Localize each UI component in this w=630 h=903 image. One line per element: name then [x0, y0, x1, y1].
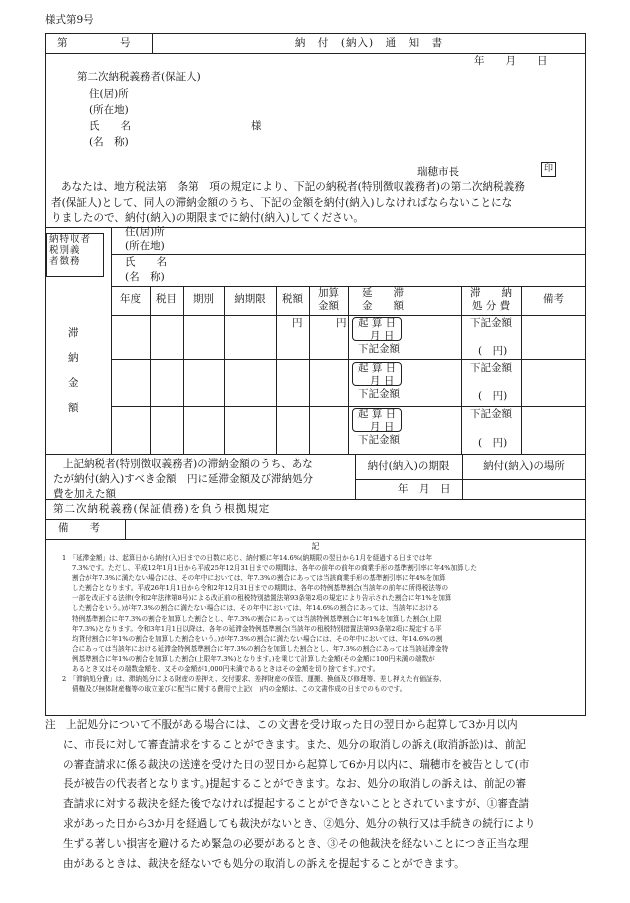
col-remarks: 備考 [543, 293, 564, 305]
intro-paragraph [51, 180, 525, 227]
place-label: 納付(納入)の場所 [483, 460, 565, 472]
disposal-row-2: 下記金額 [470, 362, 512, 374]
intro-line-2: 者(保証人)として、同人の滞納金額のうち、下記の金額を納付(納入)しなければならないことにな [51, 196, 513, 209]
basis-label: 第二次納税義務(保証債務)を負う根拠規定 [53, 503, 271, 515]
footer-note: 注 上記処分について不服がある場合には、この文書を受け取った日の翌日から起算して3か月以内 に、市長に対して審査請求をすることができます。また、処分の取消しの訴え(取消訴訟)は、前記 の審査請求に係る裁決の送達を受けた日の翌日から起算して6か月以内に、瑞穂市を被告として(市 長が被告の代表者となります。)提起することができます。なお、処分の取消しの訴えは、前記の審 査請求に対する裁決を経た後でなければ提起することができないこととされていますが、①審査請 求があった日から3か月を経過しても裁決がないとき、②処分、処分の執行又は手続きの続行により 生ずる著しい損害を避けるため緊急の必要があるとき、③その他裁決を経ないことにつき正当な理 由があるときは、裁決を経ないでも処分の取消しの訴えを提起することができます。 [45, 719, 536, 870]
notes-block: 1 「延滞金額」は、起算日から納付(入)日までの日数に応じ、納付額に年14.6%(納期限の翌日から1月を経過する日までは年 7.3%です。ただし、平成12年1月1日から平成25年12月31日までの期間は、各年の前年の前年の商業手形の基準割引率に年4%加算した 割合が年7.3%に満たない場合には、その年中においては、年7.3%の割合にあっては当該商業手形の基準割引率に年4%を加算 した割合となります。平成26年1月1日から令和2年12月31日までの期間は、各年の特例基準割合(当該年の前年に所得税法等の 一部を改正する法律(令和2年法律第8号)による改正前の租税特別措置法第93条第2項の規定により告示された割合に年1%を加算 した割合をいう。)が年7.3%の割合に満たない場合には、その年中においては、年14.6%の割合にあっては、当該年における 特例基準割合に年7.3%の割合を加算した割合とし、年7.3%の割合にあっては当該特例基準割合に年1%を加算した割合(上限 年7.3%)となります。令和3年1月1日以降は、各年の延滞金特例基準割合(当該年の租税特別措置法第93条第2項に規定する平 均貸付割合に年1%の割合を加算した割合をいう。)が年7.3%の割合に満たない場合には、その年中においては、年14.6%の割 合にあっては当該年における延滞金特例基準割合に年7.3%の割合を加算した割合とし、年7.3%の割合にあっては当該延滞金特 例基準割合に年1%の割合を加算した割合(上限年7.3%)となります。)を乗じて計算した金額(その金額に100円未満の端数が あるとき又はその端数金額を、又その金額が1,000円未満であるときはその金額を切り捨てます。)です。 2 「滞納処分費」は、滞納処分による財産の差押え、交付要求、差押財産の保管、運搬、換価及び修理等、差し押えた有価証券、 債権及び無体財産権等の取立並びに配当に関する費用で上記( )内の金額は、この文書作成の日までのものです。 [62, 554, 477, 694]
disposal-row-3: 下記金額 [470, 408, 512, 420]
deadline-label: 納付(納入)の期限 [367, 460, 450, 472]
unit-yen-amount: 円 [292, 317, 303, 329]
col-period: 期別 [193, 293, 214, 305]
addressee-location-label: (所在地) [89, 104, 129, 116]
col-surcharge: 加算 金額 [318, 287, 339, 312]
calc-row-3: 起 算 日 月 日 下記金額 [358, 408, 400, 446]
addressee-address-label: 住(居)所 [89, 88, 129, 100]
taxpayer-location-label: (所在地) [125, 240, 165, 252]
document-title: 納 付 (納入) 通 知 書 [294, 37, 444, 49]
issuer-name: 瑞穂市長 [417, 166, 459, 178]
number-label: 第 号 [57, 37, 131, 49]
col-year: 年度 [120, 293, 141, 305]
col-disposal: 滞 納 処 分 費 [470, 287, 512, 312]
honorific: 様 [251, 120, 262, 132]
col-amount: 税額 [282, 293, 303, 305]
date-line: 年 月 日 [474, 55, 548, 67]
taxpayer-name-label: 氏 名 [125, 256, 167, 268]
col-delinquency: 延 滞 金 額 [362, 287, 404, 312]
taxpayer-address-label: 住(居)所 [125, 226, 165, 238]
addressee-name-label: 氏 名 [89, 120, 131, 132]
intro-line-3: りましたので、納付(納入)の期限までに納付(納入)してください。 [51, 212, 364, 224]
disposal-yen-row-1: ( 円) [478, 345, 508, 357]
calc-row-2: 起 算 日 月 日 下記金額 [358, 362, 400, 400]
notes-title: 記 [311, 542, 320, 551]
col-tax: 税目 [156, 293, 177, 305]
unit-yen-surcharge: 円 [336, 317, 347, 329]
remarks-label: 備 考 [58, 522, 100, 534]
addressee-title-label: (名 称) [89, 136, 129, 148]
disposal-yen-row-2: ( 円) [478, 390, 508, 402]
seal-box: 印 [541, 162, 556, 177]
calc-row-1: 起 算 日 月 日 下記金額 [358, 317, 400, 355]
col-due: 納期限 [234, 293, 266, 305]
arrears-side-label: 滞 納 金 額 [68, 327, 79, 414]
deadline-date: 年 月 日 [398, 483, 451, 495]
intro-line-1: あなたは、地方税法第 条第 項の規定により、下記の納税者(特別徴収義務者)の第二次納税義務 [61, 181, 525, 193]
form-number: 様式第9号 [45, 14, 94, 26]
disposal-row-1: 下記金額 [470, 317, 512, 329]
taxpayer-label: 納特収者 税別義 者徴務 [49, 234, 92, 267]
addressee-role: 第二次納税義務者(保証人) [77, 71, 201, 83]
taxpayer-title-label: (名 称) [125, 271, 165, 283]
disposal-yen-row-3: ( 円) [478, 437, 508, 449]
summary-text: 上記納税者(特別徴収義務者)の滞納金額のうち、あな たが納付(納入)すべき金額 円に延滞金額及び滞納処分 費を加えた額 [53, 458, 313, 500]
